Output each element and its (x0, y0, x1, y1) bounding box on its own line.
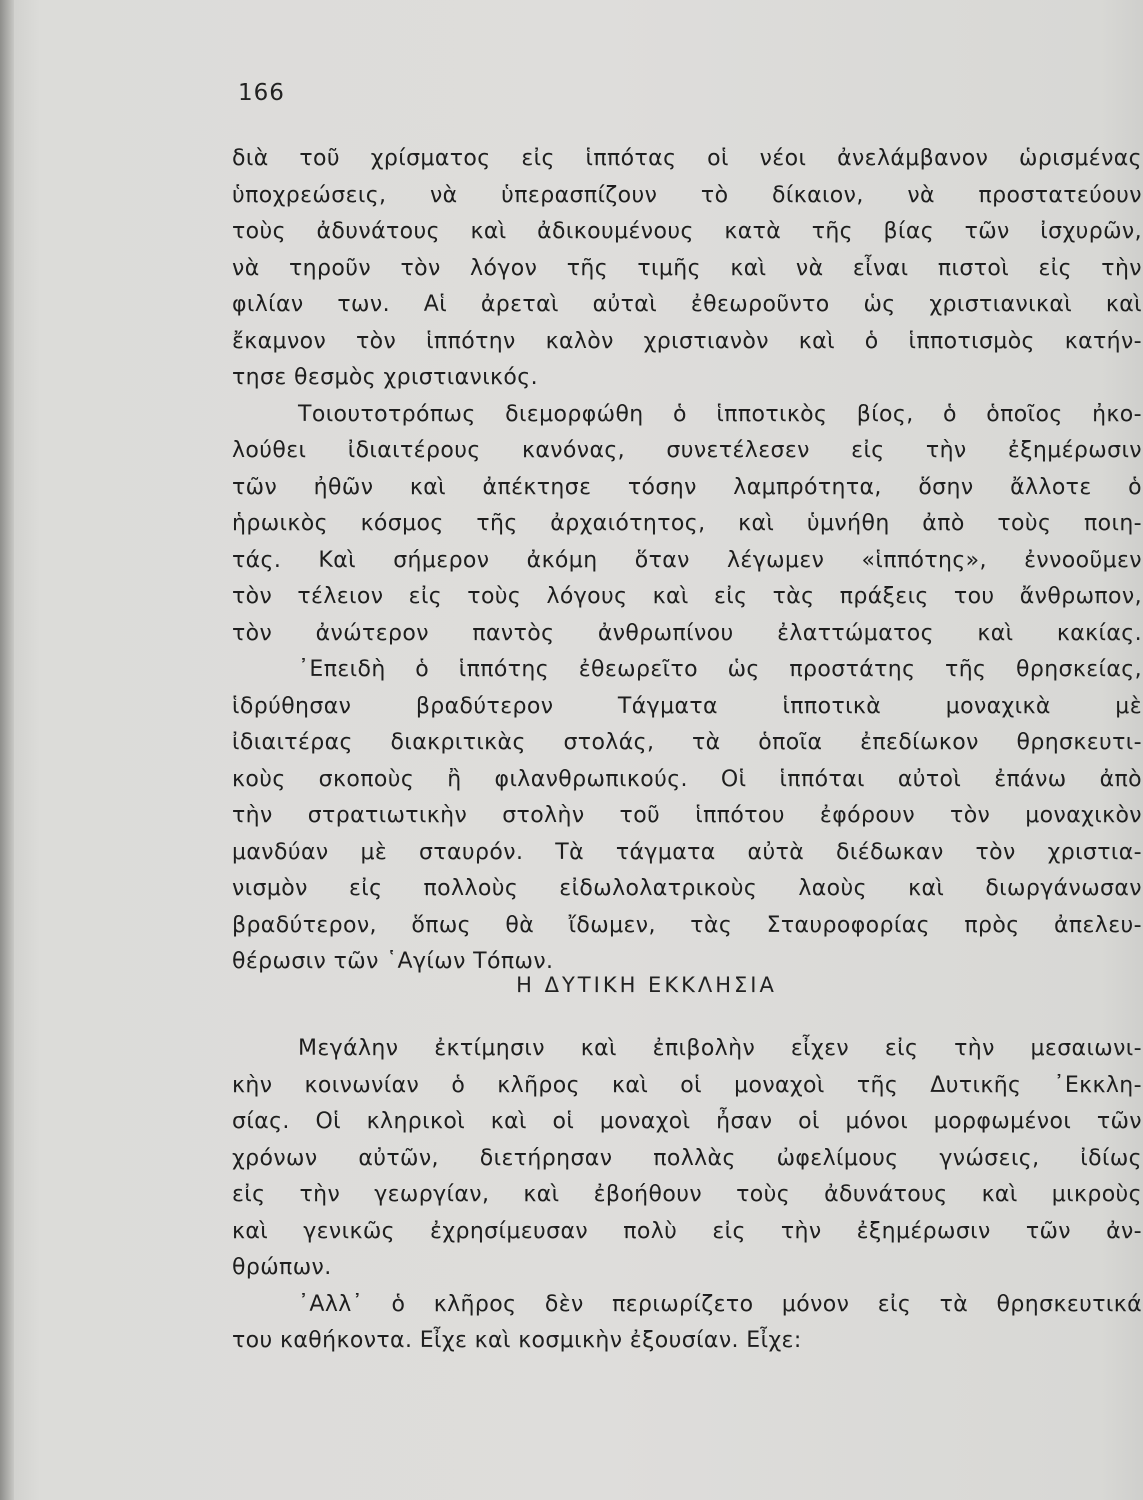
text-line: βραδύτερον, ὅπως θὰ ἴδωμεν, τὰς Σταυροφορίας πρὸς ἀπελευ- (232, 912, 1142, 938)
paragraph-knight-duties (232, 141, 1142, 397)
text-line: ᾿Επειδὴ ὁ ἱππότης ἐθεωρεῖτο ὡς προστάτης τῆς θρησκείας, (298, 657, 1142, 682)
text-line: τὸν τέλειον εἰς τοὺς λόγους καὶ εἰς τὰς πράξεις του ἄνθρωπον, (232, 584, 1142, 609)
text-line: κοὺς σκοποὺς ἢ φιλανθρωπικούς. Οἱ ἱππόται αὐτοὶ ἐπάνω ἀπὸ (232, 766, 1142, 792)
text-line: τὴν στρατιωτικὴν στολὴν τοῦ ἱππότου ἐφόρουν τὸν μοναχικὸν (232, 803, 1142, 828)
paragraph-clergy-power (232, 1287, 1142, 1360)
page-spine-shadow (0, 0, 14, 1500)
text-line: τάς. Καὶ σήμερον ἀκόμη ὅταν λέγωμεν «ἱππότης», ἐννοοῦμεν (232, 547, 1142, 573)
text-line: καὶ γενικῶς ἐχρησίμευσαν πολὺ εἰς τὴν ἐξημέρωσιν τῶν ἀν- (232, 1218, 1142, 1244)
text-line: θρώπων. (232, 1255, 332, 1280)
page-number: 166 (238, 80, 285, 106)
text-line: Μεγάλην ἐκτίμησιν καὶ ἐπιβολὴν εἶχεν εἰς τὴν μεσαιωνι- (298, 1036, 1142, 1061)
main-text-block (232, 141, 1142, 981)
text-line: τησε θεσμὸς χριστιανικός. (232, 365, 538, 390)
paragraph-chivalric-life (232, 397, 1142, 653)
text-line: ᾿Αλλ᾿ ὁ κλῆρος δὲν περιωρίζετο μόνον εἰς τὰ θρησκευτικά (298, 1291, 1142, 1317)
text-line: κὴν κοινωνίαν ὁ κλῆρος καὶ οἱ μοναχοὶ τῆς Δυτικῆς ᾿Εκκλη- (232, 1072, 1142, 1098)
text-line: φιλίαν των. Αἱ ἀρεταὶ αὐταὶ ἐθεωροῦντο ὡς χριστιανικαὶ καὶ (232, 292, 1142, 317)
text-line: χρόνων αὐτῶν, διετήρησαν πολλὰς ὠφελίμους γνώσεις, ἰδίως (232, 1145, 1142, 1171)
text-line: νισμὸν εἰς πολλοὺς εἰδωλολατρικοὺς λαοὺς καὶ διωργάνωσαν (232, 876, 1142, 901)
text-line: του καθήκοντα. Εἶχε καὶ κοσμικὴν ἐξουσίαν. Εἶχε: (232, 1328, 802, 1353)
section-text-block (232, 1031, 1142, 1360)
text-line: διὰ τοῦ χρίσματος εἰς ἱππότας οἱ νέοι ἀνελάμβανον ὡρισμένας (232, 146, 1142, 171)
text-line: τὸν ἀνώτερον παντὸς ἀνθρωπίνου ἐλαττώματος καὶ κακίας. (232, 620, 1142, 646)
section-heading: Η ΔΥΤΙΚΗ ΕΚΚΛΗΣΙΑ (516, 973, 777, 997)
text-line: ἱδρύθησαν βραδύτερον Τάγματα ἱπποτικὰ μοναχικὰ μὲ (232, 693, 1142, 719)
text-line: εἰς τὴν γεωργίαν, καὶ ἐβοήθουν τοὺς ἀδυνάτους καὶ μικροὺς (232, 1182, 1142, 1207)
paragraph-western-church (232, 1031, 1142, 1287)
text-line: ἡρωικὸς κόσμος τῆς ἀρχαιότητος, καὶ ὑμνήθη ἀπὸ τοὺς ποιη- (232, 511, 1142, 536)
text-line: λούθει ἰδιαιτέρους κανόνας, συνετέλεσεν εἰς τὴν ἐξημέρωσιν (232, 438, 1142, 463)
text-line: ἔκαμνον τὸν ἱππότην καλὸν χριστιανὸν καὶ ὁ ἱπποτισμὸς κατήν- (232, 328, 1142, 354)
text-line: ὑποχρεώσεις, νὰ ὑπερασπίζουν τὸ δίκαιον, νὰ προστατεύουν (232, 182, 1142, 208)
text-line: τοὺς ἀδυνάτους καὶ ἀδικουμένους κατὰ τῆς βίας τῶν ἰσχυρῶν, (232, 219, 1142, 244)
text-line: ἰδιαιτέρας διακριτικὰς στολάς, τὰ ὁποῖα ἐπεδίωκον θρησκευτι- (232, 730, 1142, 755)
text-line: σίας. Οἱ κληρικοὶ καὶ οἱ μοναχοὶ ἦσαν οἱ μόνοι μορφωμένοι τῶν (232, 1109, 1142, 1134)
text-line: τῶν ἠθῶν καὶ ἀπέκτησε τόσην λαμπρότητα, ὅσην ἄλλοτε ὁ (232, 474, 1142, 500)
text-line: νὰ τηροῦν τὸν λόγον τῆς τιμῆς καὶ νὰ εἶναι πιστοὶ εἰς τὴν (232, 255, 1142, 281)
text-line: μανδύαν μὲ σταυρόν. Τὰ τάγματα αὐτὰ διέδωκαν τὸν χριστια- (232, 839, 1142, 865)
text-line: Τοιουτοτρόπως διεμορφώθη ὁ ἱπποτικὸς βίος, ὁ ὁποῖος ἠκο- (298, 401, 1142, 427)
paragraph-military-orders (232, 652, 1142, 981)
text-line: θέρωσιν τῶν ῾Αγίων Τόπων. (232, 949, 554, 974)
